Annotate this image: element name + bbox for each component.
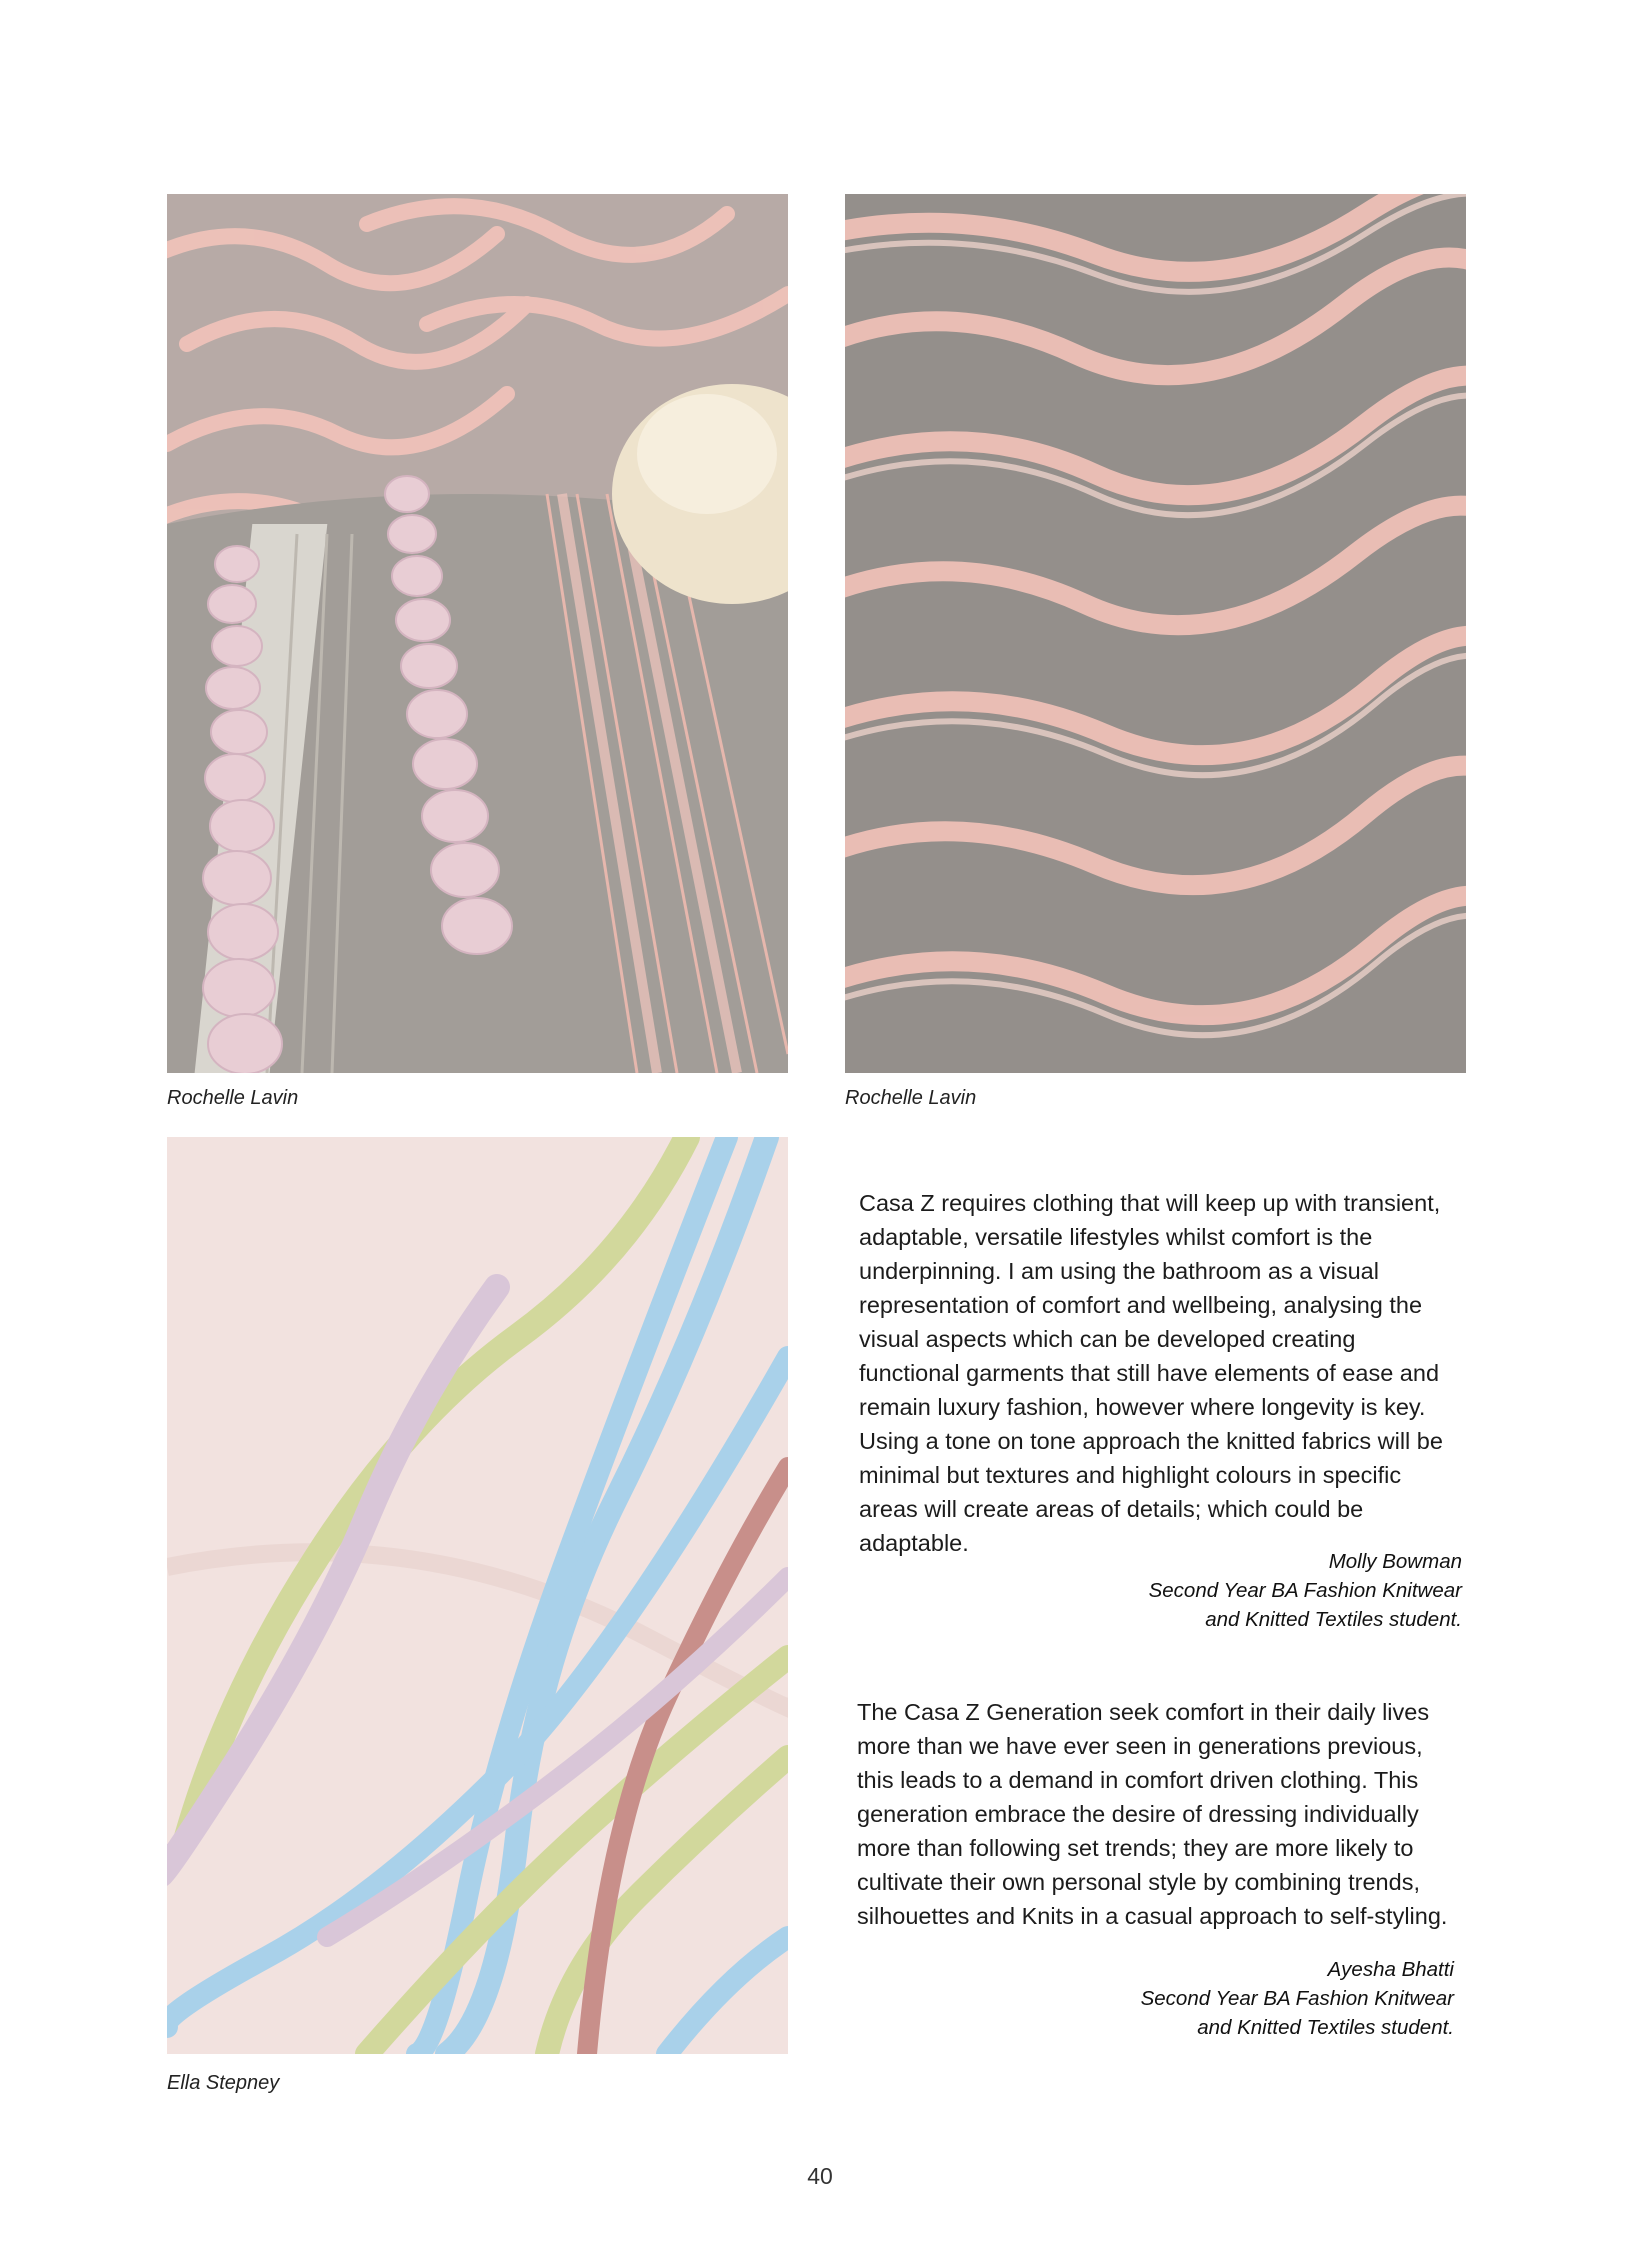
body-paragraph-2: The Casa Z Generation seek comfort in their daily lives more than we have ever seen in generations previous, this leads to a demand in comfort driven clothing. This generation embrace the desire of dressing individually more than following set trends; they are more likely to cultivate their own personal style by combining trends, silhouettes and Knits in a casual approach to self-styling. [857, 1699, 1448, 1929]
knitted-cord-sample-photo [167, 1137, 788, 2054]
author-name: Ayesha Bhatti [1327, 1958, 1454, 1981]
author-name: Molly Bowman [1328, 1550, 1462, 1573]
attribution-1 [1149, 1547, 1462, 1634]
body-paragraph-1: Casa Z requires clothing that will keep up with transient, adaptable, versatile lifestyles whilst comfort is the underpinning. I am using the bathroom as a visual representation of comfort and wellbeing, analysing the visual aspects which can be developed creating functional garments that still have elements of ease and remain luxury fashion, however where longevity is key. Using a tone on tone approach the knitted fabrics will be minimal but textures and highlight colours in specific areas will create areas of details; which could be adaptable. [859, 1190, 1443, 1556]
attribution-2 [1141, 1955, 1454, 2042]
author-role-line: Second Year BA Fashion Knitwear [1148, 1579, 1462, 1602]
image-caption-1: Rochelle Lavin [167, 1087, 299, 1109]
author-role-line: Second Year BA Fashion Knitwear [1140, 1987, 1454, 2010]
page-number: 40 [807, 2163, 833, 2189]
author-role-line: and Knitted Textiles student. [1197, 2016, 1454, 2039]
woven-sample-photo [167, 194, 788, 1073]
image-caption-3: Ella Stepney [167, 2072, 280, 2094]
fringe-sample-photo [845, 194, 1466, 1073]
author-role-line: and Knitted Textiles student. [1205, 1608, 1462, 1631]
image-caption-2: Rochelle Lavin [845, 1087, 977, 1109]
